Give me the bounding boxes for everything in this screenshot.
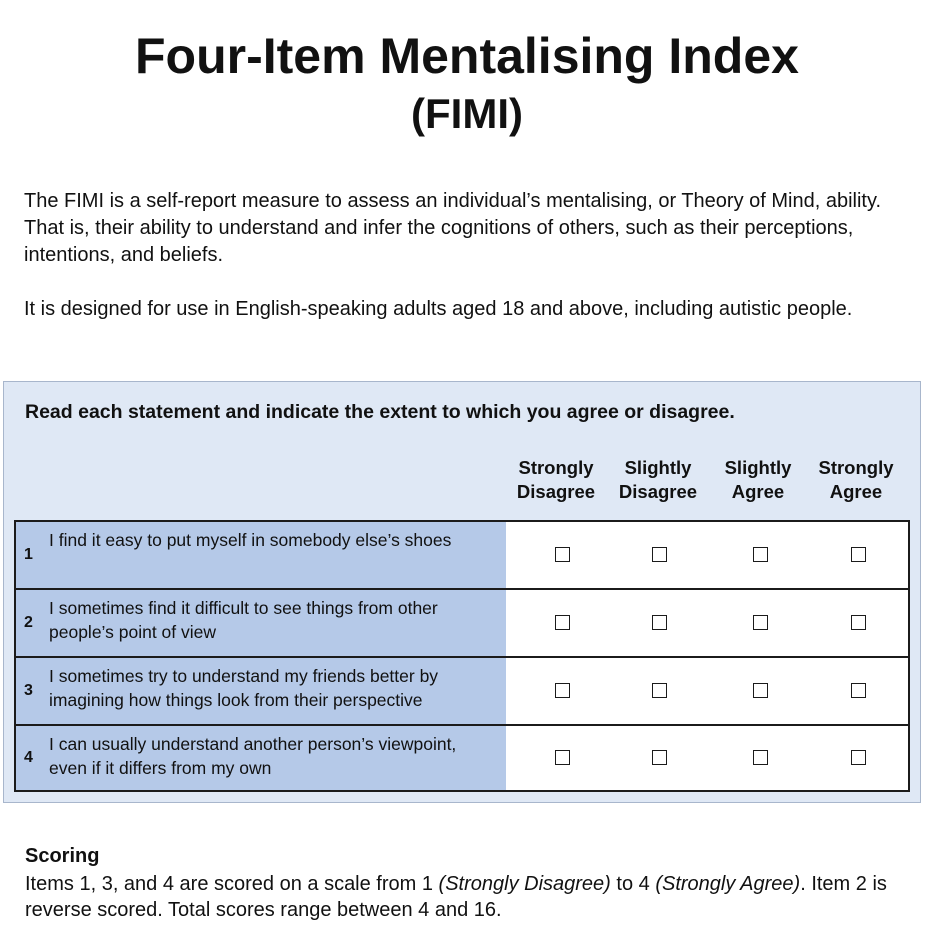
statement-cell	[16, 590, 506, 656]
column-header-strongly-agree: Strongly Agree	[818, 457, 894, 502]
table-row	[16, 656, 908, 724]
column-header-slightly-disagree: Slightly Disagree	[618, 457, 698, 502]
checkbox-strongly-agree[interactable]	[851, 615, 866, 630]
checkbox-strongly-agree[interactable]	[851, 683, 866, 698]
questionnaire-panel	[3, 381, 921, 803]
checkbox-slightly-agree[interactable]	[753, 615, 768, 630]
item-text: I sometimes find it difficult to see things from other people’s point of view	[49, 598, 438, 642]
table-row	[16, 522, 908, 588]
statement-cell	[16, 726, 506, 790]
checkbox-slightly-disagree[interactable]	[652, 615, 667, 630]
table-row	[16, 724, 908, 790]
checkbox-slightly-agree[interactable]	[753, 547, 768, 562]
checkbox-strongly-disagree[interactable]	[555, 750, 570, 765]
checkbox-strongly-agree[interactable]	[851, 547, 866, 562]
item-number: 1	[24, 546, 33, 563]
item-number: 4	[24, 749, 33, 766]
intro-paragraph-1: The FIMI is a self-report measure to assess an individual’s mentalising, or Theory of Mind, ability. That is, their ability to understand and infer the cognitions of others, such as their perceptions, intentions, and beliefs.	[24, 190, 882, 266]
statement-cell	[16, 522, 506, 588]
item-text: I can usually understand another person’s viewpoint, even if it differs from my own	[49, 734, 457, 778]
scoring-heading: Scoring	[25, 845, 100, 867]
scoring-anchor-high: (Strongly Agree)	[655, 873, 801, 895]
intro-paragraph-2: It is designed for use in English-speaking adults aged 18 and above, including autistic people.	[24, 298, 853, 320]
item-number: 3	[24, 682, 33, 699]
items-table	[14, 520, 910, 792]
instruction-text: Read each statement and indicate the extent to which you agree or disagree.	[25, 401, 735, 423]
checkbox-strongly-disagree[interactable]	[555, 615, 570, 630]
checkbox-strongly-disagree[interactable]	[555, 683, 570, 698]
checkbox-slightly-disagree[interactable]	[652, 683, 667, 698]
page-subtitle: (FIMI)	[411, 90, 523, 137]
checkbox-slightly-agree[interactable]	[753, 683, 768, 698]
column-header-strongly-disagree: Strongly Disagree	[516, 457, 596, 502]
checkbox-slightly-agree[interactable]	[753, 750, 768, 765]
checkbox-strongly-disagree[interactable]	[555, 547, 570, 562]
scoring-text: Items 1, 3, and 4 are scored on a scale from 1 (Strongly Disagree) to 4 (Strongly Agree). Item 2 is reverse scored. Total scores range between 4 and 16.	[25, 873, 887, 921]
item-text: I sometimes try to understand my friends better by imagining how things look from their perspective	[49, 666, 439, 710]
item-number: 2	[24, 614, 33, 631]
checkbox-slightly-disagree[interactable]	[652, 750, 667, 765]
page-title: Four-Item Mentalising Index	[135, 28, 799, 84]
checkbox-slightly-disagree[interactable]	[652, 547, 667, 562]
table-row	[16, 588, 908, 656]
column-header-slightly-agree: Slightly Agree	[724, 457, 792, 502]
statement-cell	[16, 658, 506, 724]
item-text: I find it easy to put myself in somebody else’s shoes	[49, 530, 452, 550]
checkbox-strongly-agree[interactable]	[851, 750, 866, 765]
scoring-anchor-low: (Strongly Disagree)	[438, 873, 611, 895]
